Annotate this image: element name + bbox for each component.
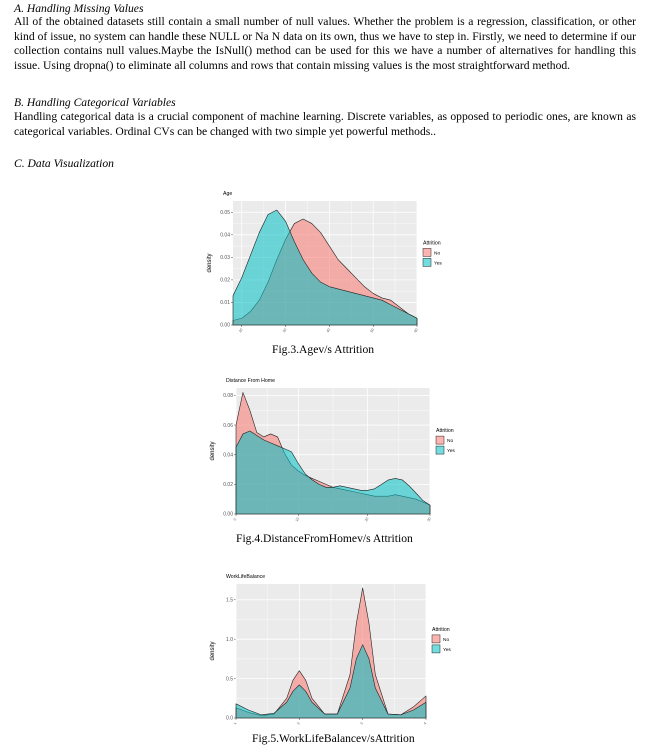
figure-worklife-chart: [196, 568, 468, 732]
figure-5-caption: Fig.5.WorkLifeBalancev/sAttrition: [252, 732, 415, 745]
x-tick-label: 20: [238, 327, 244, 334]
section-a-paragraph: All of the obtained datasets still contain a small number of null values. Whether the problem is a regression, classification, or other kind of issue, no system can handle these NULL or Na N data on its own, thus we have to step in. Firstly, we need to determine if our collection contains null values.Maybe the IsNull() method can be used for this we have a number of alternatives for handling this issue. Using dropna() to eliminate all columns and rows that contain missing values is the most straightforward method.: [14, 15, 636, 72]
legend-key-yes: [436, 446, 444, 454]
legend-key-no: [432, 635, 440, 643]
section-b-paragraph: Handling categorical data is a crucial component of machine learning. Discrete variables, as opposed to periodic ones, are known as categorical variables. Ordinal CVs can be changed with two simple yet powerful methods..: [14, 110, 636, 138]
legend-key-no: [423, 248, 431, 256]
y-tick-label: 0.02: [220, 277, 230, 284]
x-tick-label: 50: [369, 327, 376, 334]
legend-label: No: [447, 439, 454, 445]
x-tick-label: 4: [422, 721, 428, 726]
section-b-heading: B. Handling Categorical Variables: [14, 96, 176, 109]
legend-title: Attrition: [423, 240, 441, 247]
legend-label: Yes: [443, 647, 451, 653]
y-tick-label: 0.04: [220, 232, 230, 239]
y-tick-label: 0.03: [220, 255, 230, 262]
figure-3-caption: Fig.3.Agev/s Attrition: [272, 343, 375, 356]
chart-title: WorkLifeBalance: [226, 574, 266, 580]
x-tick-label: 0: [232, 517, 238, 522]
chart-title: Distance From Home: [226, 378, 276, 384]
x-tick-label: 60: [413, 327, 419, 334]
section-a-heading: A. Handling Missing Values: [14, 2, 144, 15]
y-tick-label: 0.01: [220, 300, 230, 307]
y-tick-label: 0.00: [220, 322, 230, 329]
y-tick-label: 0.04: [223, 452, 233, 459]
x-tick-label: 10: [294, 516, 301, 523]
x-tick-label: 1: [232, 721, 238, 726]
legend-title: Attrition: [436, 428, 454, 435]
y-tick-label: 1.5: [226, 597, 233, 604]
y-tick-label: 1.0: [226, 636, 233, 643]
y-axis-label: density: [210, 641, 216, 661]
x-tick-label: 3: [359, 721, 365, 726]
y-tick-label: 0.5: [226, 676, 233, 683]
legend-label: Yes: [447, 449, 455, 455]
legend-label: No: [434, 251, 441, 257]
chart-title: Age: [223, 191, 233, 197]
legend-key-no: [436, 436, 444, 444]
x-tick-label: 30: [281, 327, 288, 334]
y-axis-label: density: [210, 441, 216, 461]
legend-label: No: [443, 637, 450, 643]
figure-distance-chart: [196, 370, 476, 532]
y-tick-label: 0.08: [223, 393, 233, 400]
y-tick-label: 0.0: [226, 715, 233, 722]
x-tick-label: 40: [325, 327, 332, 334]
legend-label: Yes: [434, 261, 442, 267]
y-tick-label: 0.02: [223, 482, 233, 489]
y-tick-label: 0.06: [223, 422, 233, 429]
x-tick-label: 30: [426, 516, 432, 523]
y-tick-label: 0.05: [220, 209, 230, 216]
x-tick-label: 2: [296, 721, 301, 726]
legend-key-yes: [432, 645, 440, 653]
section-c-heading: C. Data Visualization: [14, 157, 114, 170]
figure-4-caption: Fig.4.DistanceFromHomev/s Attrition: [236, 532, 413, 545]
legend-title: Attrition: [432, 626, 450, 633]
x-tick-label: 20: [364, 516, 370, 523]
figure-age-chart: [196, 183, 470, 345]
legend-key-yes: [423, 258, 431, 266]
y-axis-label: density: [207, 253, 213, 273]
y-tick-label: 0.00: [223, 511, 233, 518]
